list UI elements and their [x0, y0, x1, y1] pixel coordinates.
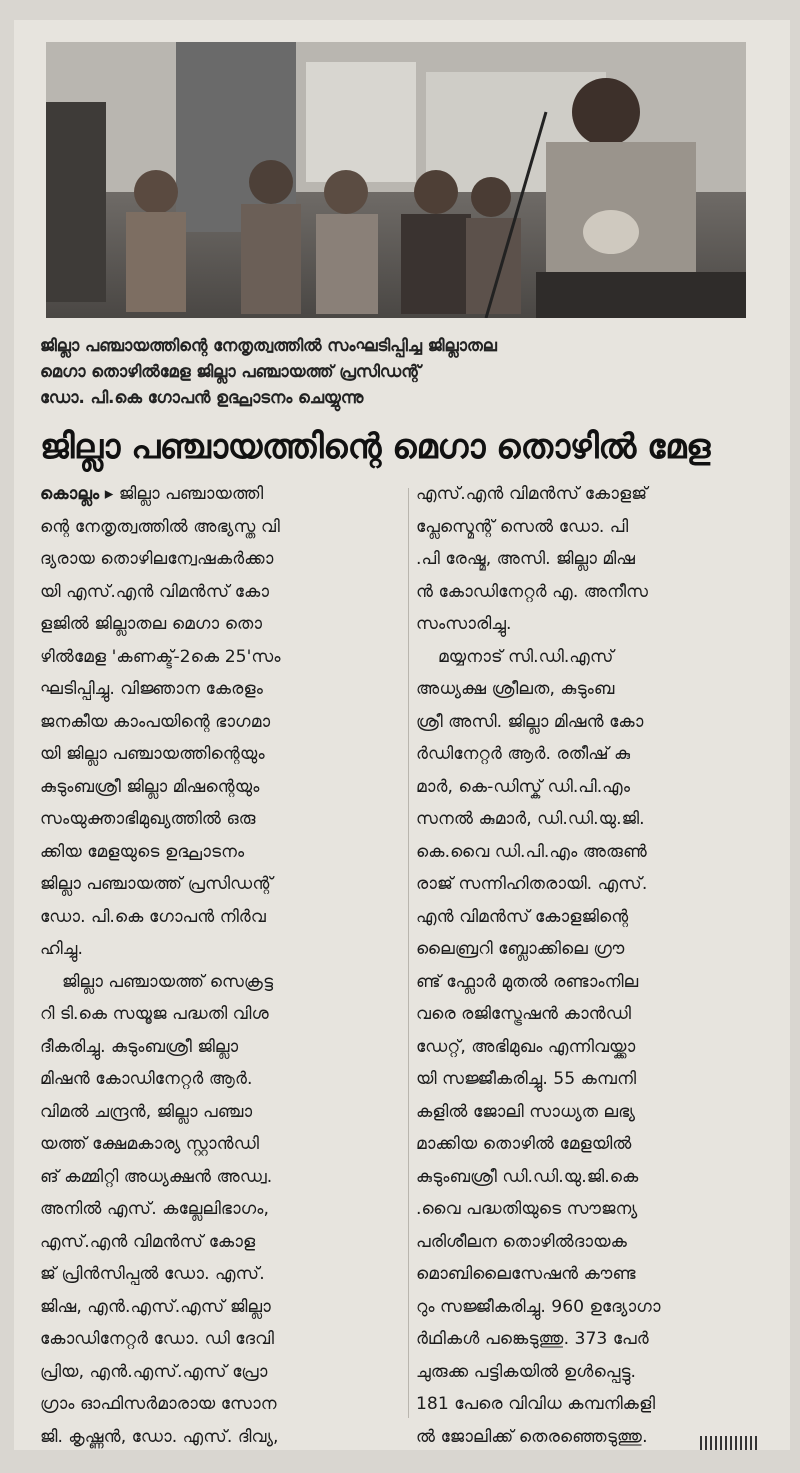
- article-line: ളജിൽ ജില്ലാതല മെഗാ തൊ: [40, 614, 263, 634]
- article-line: ജ് പ്രിൻസിപ്പൽ ഡോ. എസ്.: [40, 1264, 265, 1284]
- caption-line: ജില്ലാ പഞ്ചായത്തിന്റെ നേതൃത്വത്തിൽ സംഘടിപ്പിച്ച ജില്ലാതല: [40, 336, 497, 355]
- article-line: യി എസ്.എൻ വിമൻസ് കോ: [40, 581, 270, 602]
- article-line: മൊബിലൈസേഷൻ കൗണ്ട: [416, 1264, 636, 1284]
- article-line: കുടുംബശ്രീ ജില്ലാ മിഷന്റെയും: [40, 776, 260, 797]
- page-edge-marks: [700, 1436, 760, 1450]
- article-line: ക്കിയ മേളയുടെ ഉദ്ഘാടനം: [40, 841, 245, 862]
- article-line: സനൽ കുമാർ, ഡി.ഡി.യു.ജി.: [416, 809, 645, 829]
- article-line: അനിൽ എസ്. കല്ലേലിഭാഗം,: [40, 1199, 269, 1219]
- article-line: പ്രിയ, എൻ.എസ്.എസ് പ്രോ: [40, 1361, 268, 1382]
- article-line: ജില്ലാ പഞ്ചായത്ത് പ്രസിഡന്റ്: [40, 874, 273, 894]
- article-line: ജനകീയ കാംപയിന്റെ ഭാഗമാ: [40, 711, 271, 732]
- article-line: [40, 478, 404, 511]
- article-line: ചുരുക്ക പട്ടികയിൽ ഉൾപ്പെട്ടു.: [416, 1361, 636, 1382]
- article-line: ഡേറ്റ്, അഭിമുഖം എന്നിവയ്ക്കാ: [416, 1036, 636, 1057]
- article-line: യത്ത് ക്ഷേമകാര്യ സ്റ്റാൻഡി: [40, 1134, 259, 1154]
- dateline: കൊല്ലം: [40, 484, 100, 504]
- article-line: പരിശീലന തൊഴിൽദായക: [416, 1231, 628, 1252]
- article-left-column: [40, 478, 404, 1453]
- article-line: റി ടി.കെ സയൂജ പദ്ധതി വിശ: [40, 1004, 269, 1024]
- article-line: 181 പേരെ വിവിധ കമ്പനികളി: [416, 1394, 656, 1414]
- article-line: ദീകരിച്ചു. കുടുംബശ്രീ ജില്ലാ: [40, 1036, 239, 1057]
- column-divider: [408, 488, 409, 1418]
- event-photo: [46, 42, 746, 318]
- article-line: കളിൽ ജോലി സാധ്യത ലഭ്യ: [416, 1101, 636, 1122]
- article-line: ർഡിനേറ്റർ ആർ. രതീഷ് കു: [416, 744, 631, 764]
- article-line: രാജ് സന്നിഹിതരായി. എസ്.: [416, 874, 648, 894]
- article-line: .വൈ പദ്ധതിയുടെ സൗജന്യ: [416, 1199, 638, 1219]
- article-line: കെ.വൈ ഡി.പി.എം അരുൺ: [416, 841, 648, 862]
- article-line: ൻ കോഡിനേറ്റർ എ. അനീസ: [416, 581, 649, 602]
- article-line: യി സജ്ജീകരിച്ചു. 55 കമ്പനി: [416, 1069, 637, 1089]
- article-line: ഘടിപ്പിച്ചു. വിജ്ഞാന കേരളം: [40, 679, 263, 699]
- article-line: വിമൽ ചന്ദ്രൻ, ജില്ലാ പഞ്ചാ: [40, 1101, 253, 1122]
- article-line: ജിഷ, എൻ.എസ്.എസ് ജില്ലാ: [40, 1296, 271, 1317]
- article-line: .പി രേഷ്മ, അസി. ജില്ലാ മിഷ: [416, 549, 636, 569]
- article-line: ഴിൽമേള 'കണക്ട്-2കെ 25'സം: [40, 646, 281, 667]
- article-line: എസ്.എൻ വിമൻസ് കോളജ്: [416, 484, 648, 504]
- article-line: മിഷൻ കോഡിനേറ്റർ ആർ.: [40, 1069, 253, 1089]
- dateline-arrow-icon: ▸: [99, 484, 114, 504]
- article-line: മയ്യനാട് സി.ഡി.എസ്: [438, 646, 614, 667]
- article-line: എൻ വിമൻസ് കോളജിന്റെ: [416, 906, 629, 927]
- article-line: ഹിച്ചു.: [40, 939, 83, 959]
- caption-line: ഡോ. പി.കെ ഗോപൻ ഉദ്ഘാടനം ചെയ്യുന്നു: [40, 388, 364, 407]
- article-line: ൽ ജോലിക്ക് തെരഞ്ഞെടുത്തു.: [416, 1426, 648, 1447]
- article-line: എസ്.എൻ വിമൻസ് കോള: [40, 1231, 256, 1252]
- article-line: ശ്രീ അസി. ജില്ലാ മിഷൻ കോ: [416, 711, 644, 732]
- article-line: റും സജ്ജീകരിച്ചു. 960 ഉദ്യോഗാ: [416, 1296, 661, 1317]
- article-line: വരെ രജിസ്ട്രേഷൻ കാൻഡി: [416, 1004, 631, 1024]
- article-line: ജില്ലാ പഞ്ചായത്ത് സെക്രട്ട: [62, 971, 274, 992]
- article-line: സംയുക്താഭിമുഖ്യത്തിൽ ഒരു: [40, 809, 256, 829]
- article-line: കോഡിനേറ്റർ ഡോ. ഡി ദേവി: [40, 1329, 274, 1349]
- article-line: ദ്യരായ തൊഴിലന്വേഷകർക്കാ: [40, 549, 274, 569]
- article-line: ഗ്രാം ഓഫിസർമാരായ സോന: [40, 1394, 277, 1414]
- article-line: കുടുംബശ്രീ ഡി.ഡി.യു.ജി.കെ: [416, 1166, 639, 1187]
- article-line: ന്റെ നേതൃത്വത്തിൽ അഭ്യസ്ത വി: [40, 516, 280, 537]
- article-line: ങ് കമ്മിറ്റി അധ്യക്ഷൻ അഡ്വ.: [40, 1166, 273, 1187]
- article-line: ണ്ട് ഫ്ലോർ മുതൽ രണ്ടാംനില: [416, 971, 639, 992]
- caption-line: മെഗാ തൊഴിൽമേള ജില്ലാ പഞ്ചായത്ത് പ്രസിഡന്റ്: [40, 362, 421, 381]
- article-right-column: [416, 478, 768, 1453]
- article-line: യി ജില്ലാ പഞ്ചായത്തിന്റെയും: [40, 744, 265, 764]
- article-line: സംസാരിച്ചു.: [416, 614, 512, 634]
- article-line: ർഥികൾ പങ്കെടുത്തു. 373 പേർ: [416, 1329, 649, 1349]
- article-line: ജി. കൃഷ്ണൻ, ഡോ. എസ്. ദിവ്യ,: [40, 1426, 279, 1447]
- article-line: ലൈബ്രറി ബ്ലോക്കിലെ ഗ്രൗ: [416, 939, 625, 959]
- article-line: മാർ, കെ-ഡിസ്ക് ഡി.പി.എം: [416, 776, 631, 797]
- article-line: മാക്കിയ തൊഴിൽ മേളയിൽ: [416, 1134, 632, 1154]
- article-line: ഡോ. പി.കെ ഗോപൻ നിർവ: [40, 906, 266, 927]
- article-line: പ്ലേസ്മെന്റ് സെൽ ഡോ. പി: [416, 516, 629, 537]
- article-headline: ജില്ലാ പഞ്ചായത്തിന്റെ മെഗാ തൊഴിൽ മേള: [40, 427, 710, 467]
- article-line-text: ജില്ലാ പഞ്ചായത്തി: [113, 484, 264, 504]
- photo-caption: [40, 333, 740, 411]
- article-line: അധ്യക്ഷ ശ്രീലത, കുടുംബ: [416, 679, 615, 699]
